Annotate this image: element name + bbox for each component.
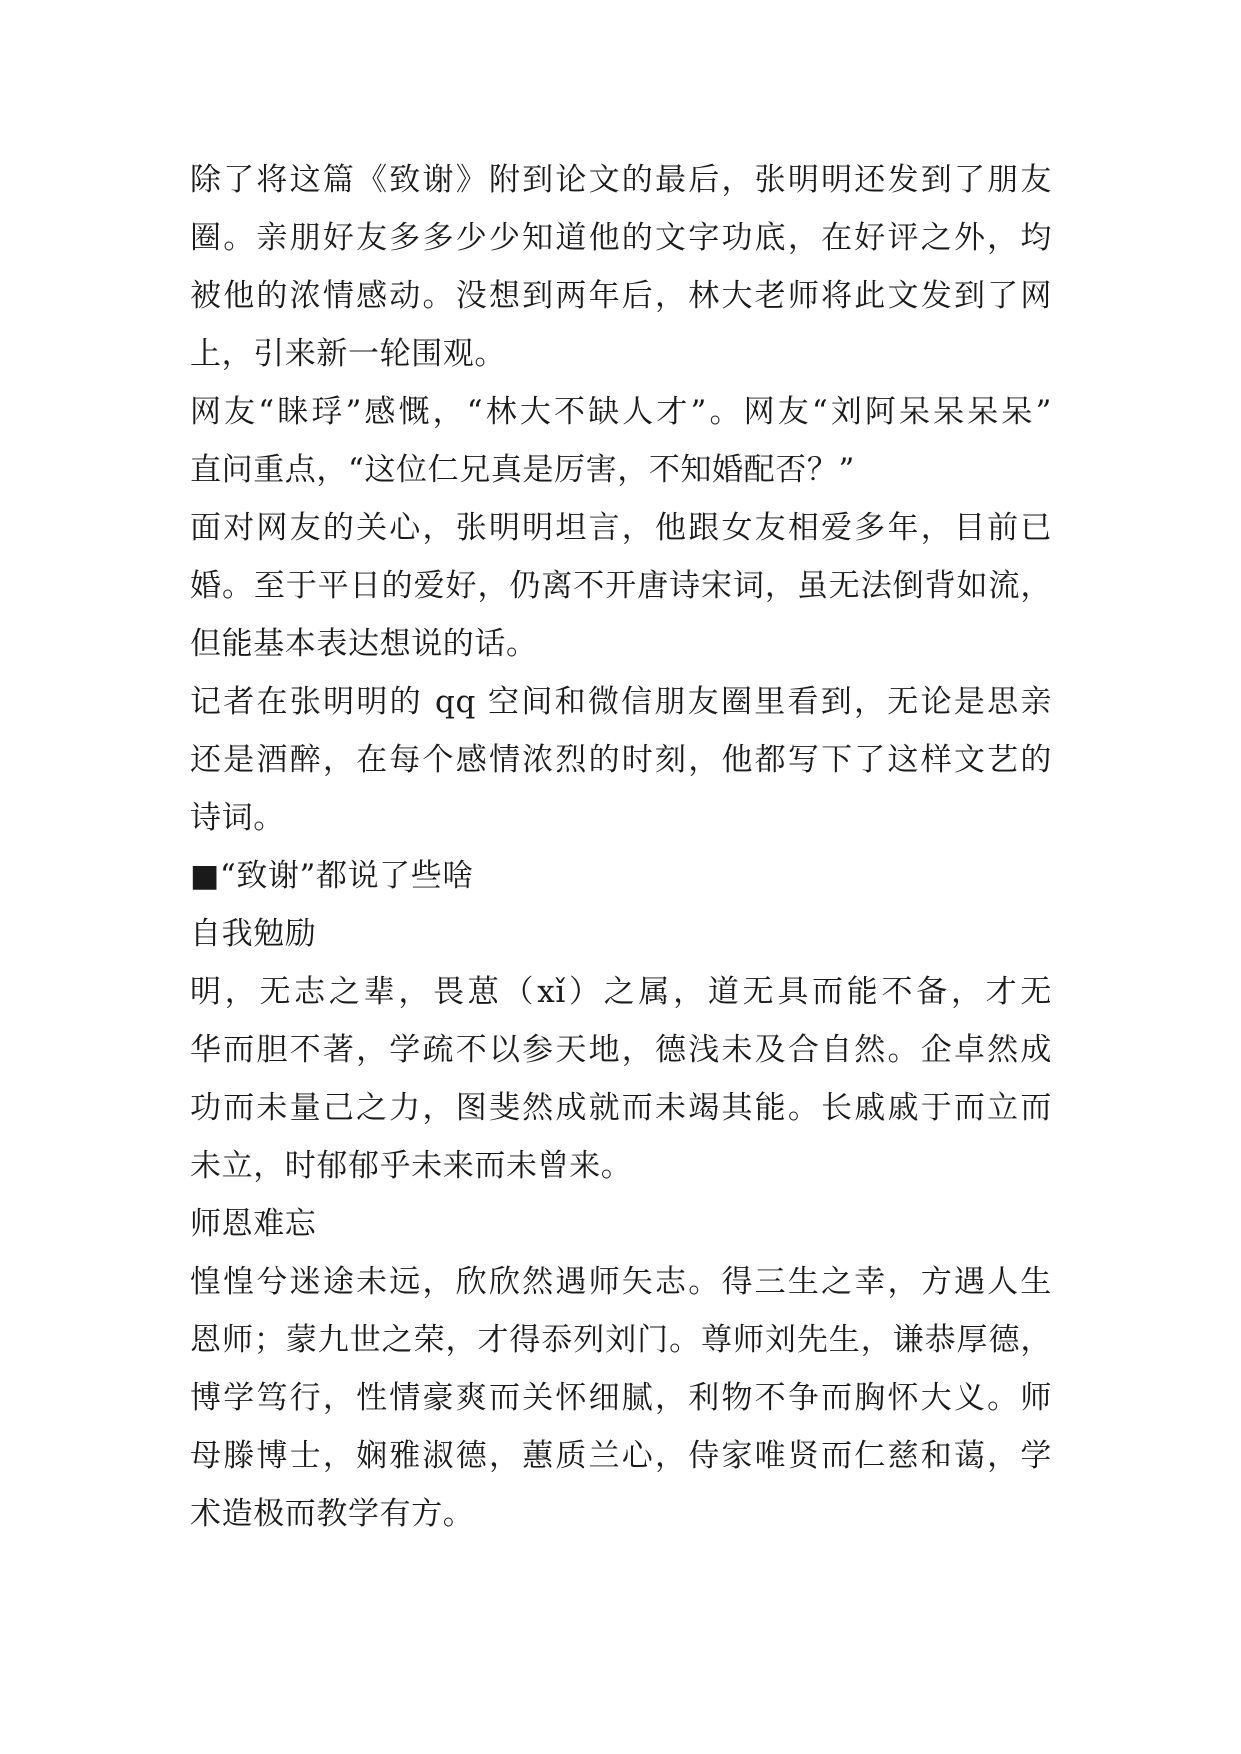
text-line-23: 母滕博士，娴雅淑德，蕙质兰心，侍家唯贤而仁慈和蔼，学 [190,1438,1052,1474]
text-line-2: 圈。亲朋好友多多少少知道他的文字功底，在好评之外，均 [190,220,1052,256]
text-line-15: 明，无志之辈，畏葸（xǐ）之属，道无具而能不备，才无 [190,974,1052,1010]
text-line-21: 恩师；蒙九世之荣，才得忝列刘门。尊师刘先生，谦恭厚德， [190,1322,1052,1358]
article-body [190,151,1052,1543]
text-line-24: 术造极而教学有方。 [190,1496,475,1532]
text-line-8: 婚。至于平日的爱好，仍离不开唐诗宋词，虽无法倒背如流， [190,568,1052,604]
section-heading: ■“致谢”都说了些啥 [190,858,474,894]
subheading-self-encouragement: 自我勉励 [190,916,317,952]
text-line-1: 除了将这篇《致谢》附到论文的最后，张明明还发到了朋友 [190,162,1052,198]
text-line-4: 上，引来新一轮围观。 [190,336,506,372]
text-line-12: 诗词。 [190,800,285,836]
text-line-20: 惶惶兮迷途未远，欣欣然遇师矢志。得三生之幸，方遇人生 [190,1264,1052,1300]
text-line-6: 直问重点，“这位仁兄真是厉害，不知婚配否？” [190,452,855,488]
text-line-10: 记者在张明明的 qq 空间和微信朋友圈里看到，无论是思亲 [190,684,1052,720]
text-line-22: 博学笃行，性情豪爽而关怀细腻，利物不争而胸怀大义。师 [190,1380,1052,1416]
text-line-5: 网友“睐琈”感慨，“林大不缺人才”。网友“刘阿呆呆呆呆” [190,394,1052,430]
subheading-teacher-gratitude: 师恩难忘 [190,1206,317,1242]
text-line-9: 但能基本表达想说的话。 [190,626,538,662]
text-line-11: 还是酒醉，在每个感情浓烈的时刻，他都写下了这样文艺的 [190,742,1052,778]
text-line-3: 被他的浓情感动。没想到两年后，林大老师将此文发到了网 [190,278,1052,314]
text-line-7: 面对网友的关心，张明明坦言，他跟女友相爱多年，目前已 [190,510,1052,546]
text-line-18: 未立，时郁郁乎未来而未曾来。 [190,1148,633,1184]
text-line-16: 华而胆不著，学疏不以参天地，德浅未及合自然。企卓然成 [190,1032,1052,1068]
text-line-17: 功而未量己之力，图斐然成就而未竭其能。长戚戚于而立而 [190,1090,1052,1126]
